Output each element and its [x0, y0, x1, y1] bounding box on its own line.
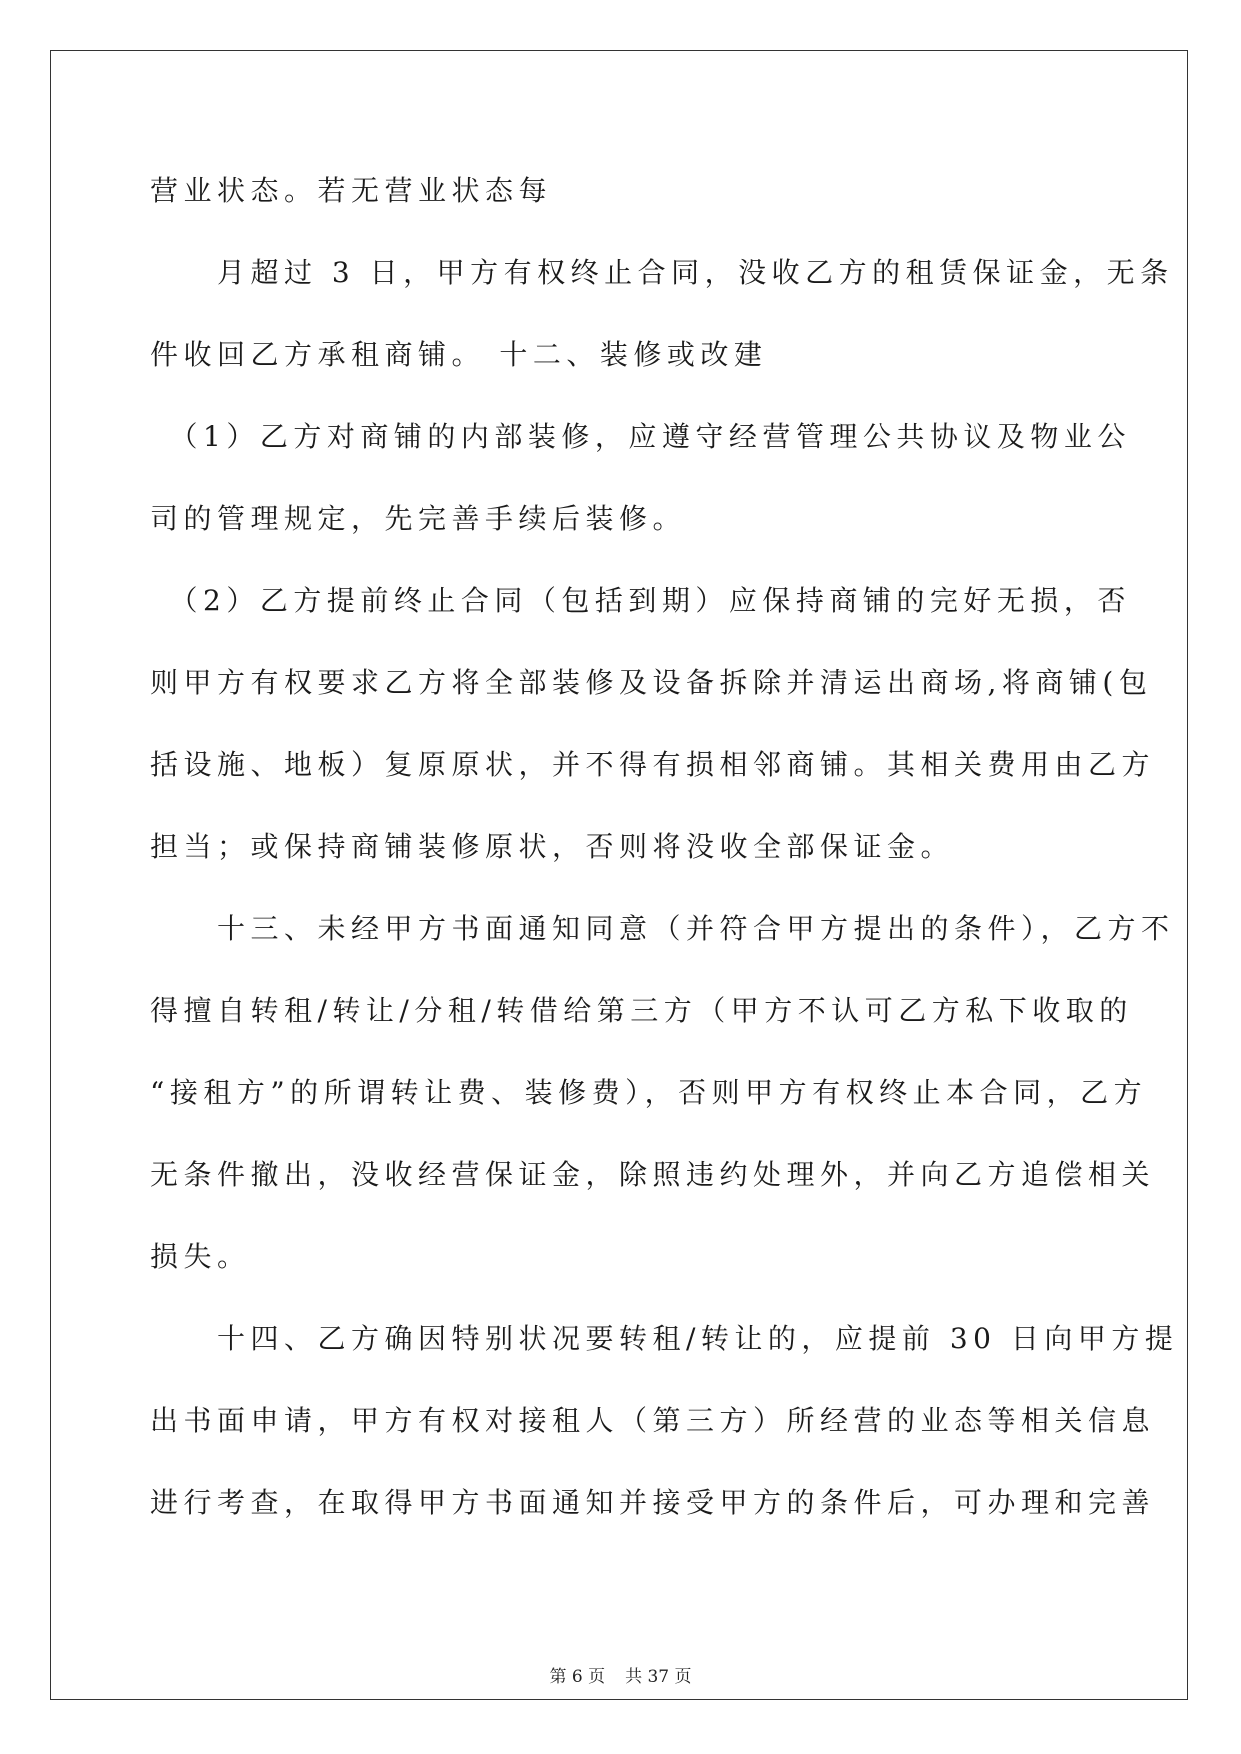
- text-line: 十四、乙方确因特别状况要转租/转让的，应提前 30 日向甲方提: [150, 1322, 1179, 1355]
- total-pages: 共 37 页: [625, 1667, 692, 1687]
- text-line: 担当；或保持商铺装修原状，否则将没收全部保证金。: [150, 830, 955, 863]
- text-line: 得擅自转租/转让/分租/转借给第三方（甲方不认可乙方私下收取的: [150, 994, 1133, 1027]
- page-footer: [0, 1662, 1241, 1687]
- text-line: 出书面申请，甲方有权对接租人（第三方）所经营的业态等相关信息: [150, 1404, 1156, 1437]
- page-number: 第 6 页: [549, 1667, 606, 1687]
- text-line: 十三、未经甲方书面通知同意（并符合甲方提出的条件），乙方不: [150, 912, 1175, 945]
- text-line: 括设施、地板）复原原状，并不得有损相邻商铺。其相关费用由乙方: [150, 748, 1156, 781]
- text-line: 则甲方有权要求乙方将全部装修及设备拆除并清运出商场,将商铺(包: [150, 666, 1153, 699]
- text-line: 进行考查，在取得甲方书面通知并接受甲方的条件后，可办理和完善: [150, 1486, 1156, 1519]
- document-body: [150, 150, 1179, 1544]
- text-line: 司的管理规定，先完善手续后装修。: [150, 502, 687, 535]
- text-line: （2）乙方提前终止合同（包括到期）应保持商铺的完好无损，否: [150, 584, 1131, 617]
- text-line: 月超过 3 日，甲方有权终止合同，没收乙方的租赁保证金，无条: [150, 256, 1174, 289]
- text-line: 件收回乙方承租商铺。 十二、装修或改建: [150, 338, 768, 371]
- text-line: 营业状态。若无营业状态每: [150, 174, 553, 207]
- text-line: 损失。: [150, 1240, 251, 1273]
- text-line: “接租方”的所谓转让费、装修费），否则甲方有权终止本合同，乙方: [150, 1076, 1148, 1109]
- text-line: （1）乙方对商铺的内部装修，应遵守经营管理公共协议及物业公: [150, 420, 1131, 453]
- text-line: 无条件撤出，没收经营保证金，除照违约处理外，并向乙方追偿相关: [150, 1158, 1156, 1191]
